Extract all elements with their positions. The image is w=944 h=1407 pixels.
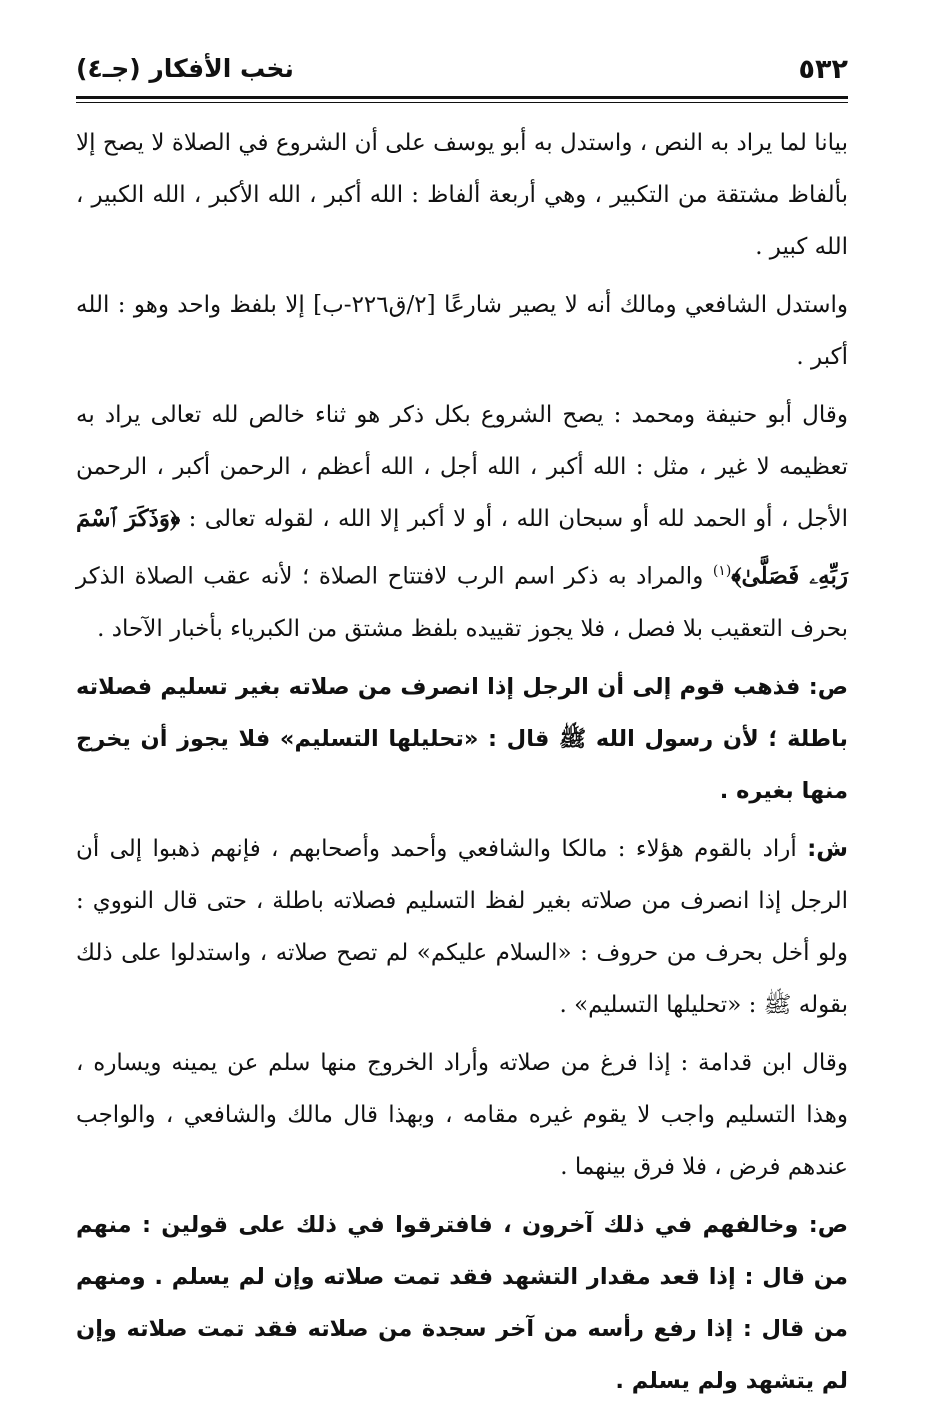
book-page (76, 50, 849, 1394)
quran-verse: ﴿وَذَكَرَ ٱسْمَ رَبِّهِۦ فَصَلَّىٰ﴾ (76, 505, 848, 590)
page-header (76, 50, 848, 94)
matn-paragraph-taslim (76, 661, 848, 817)
running-title: نخب الأفكار (جـ٤) (76, 54, 294, 83)
matn-marker: ص: (808, 1211, 848, 1238)
matn-paragraph-khalafahum (76, 1199, 848, 1407)
paragraph-text: وقال ابن قدامة : إذا فرغ من صلاته وأراد الخروج منها سلم عن يمينه ويساره ، وهذا التسليم واجب لا يقوم غيره مقامه ، وبهذا قال مالك والشافعي ، والواجب عندهم فرض ، فلا فرق بينهما . (76, 1049, 848, 1180)
matn-marker: ص: (808, 673, 848, 700)
header-rule-thin (76, 102, 848, 103)
paragraph-abu-yusuf (76, 117, 848, 273)
paragraph-ibn-qudama (76, 1037, 848, 1193)
paragraph-text: واستدل الشافعي ومالك أنه لا يصير شارعًا [٢/ق٢٢٦-ب] إلا بلفظ واحد وهو : الله أكبر . (76, 292, 848, 370)
paragraph-text: فذهب قوم إلى أن الرجل إذا انصرف من صلاته بغير تسليم فصلاته باطلة ؛ لأن رسول الله ﷺ قال : «تحليلها التسليم» فلا يجوز أن يخرج منها بغيره . (76, 673, 848, 804)
paragraph-text: وقال أبو حنيفة ومحمد : يصح الشروع بكل ذكر هو ثناء خالص لله تعالى يراد به تعظيمه لا غير ، مثل : الله أكبر ، الله أجل ، الله أعظم ، الرحمن أكبر ، الرحمن الأجل ، أو الحمد لله أو سبحان الله ، أو لا أكبر إلا الله ، لقوله تعالى : (76, 402, 848, 532)
paragraph-text: بيانا لما يراد به النص ، واستدل به أبو يوسف على أن الشروع في الصلاة لا يصح إلا بألفاظ مشتقة من التكبير ، وهي أربعة ألفاظ : الله أكبر ، الله الأكبر ، الله الكبير ، الله كبير . (76, 130, 848, 260)
paragraph-text: أراد بالقوم هؤلاء : مالكا والشافعي وأحمد وأصحابهم ، فإنهم ذهبوا إلى أن الرجل إذا انصرف من صلاته بغير لفظ التسليم فصلاته باطلة ، حتى قال النووي : ولو أخل بحرف من حروف : «السلام عليكم» لم تصح صلاته ، واستدلوا على ذلك بقوله ﷺ : «تحليلها التسليم» . (76, 835, 848, 1018)
paragraph-shafii-malik (76, 279, 848, 383)
page-number: ٥٣٢ (798, 54, 848, 85)
paragraph-text: والمراد به ذكر اسم الرب لافتتاح الصلاة ؛ لأنه عقب الصلاة الذكر بحرف التعقيب بلا فصل ، فلا يجوز تقييده بلفظ مشتق من الكبرياء بأخبار الآحاد . (76, 563, 848, 642)
footnote-ref: (١) (712, 563, 732, 579)
paragraph-abu-hanifa (76, 389, 848, 655)
sharh-paragraph-qawm (76, 823, 848, 1031)
paragraph-text: وخالفهم في ذلك آخرون ، فافترقوا في ذلك على قولين : منهم من قال : إذا قعد مقدار التشهد فقد تمت صلاته وإن لم يسلم . ومنهم من قال : إذا رفع رأسه من آخر سجدة من صلاته فقد تمت صلاته وإن لم يتشهد ولم يسلم . (76, 1211, 848, 1394)
body-text (76, 117, 848, 1407)
header-rule-thick (76, 96, 848, 99)
sharh-marker: ش: (807, 835, 849, 862)
